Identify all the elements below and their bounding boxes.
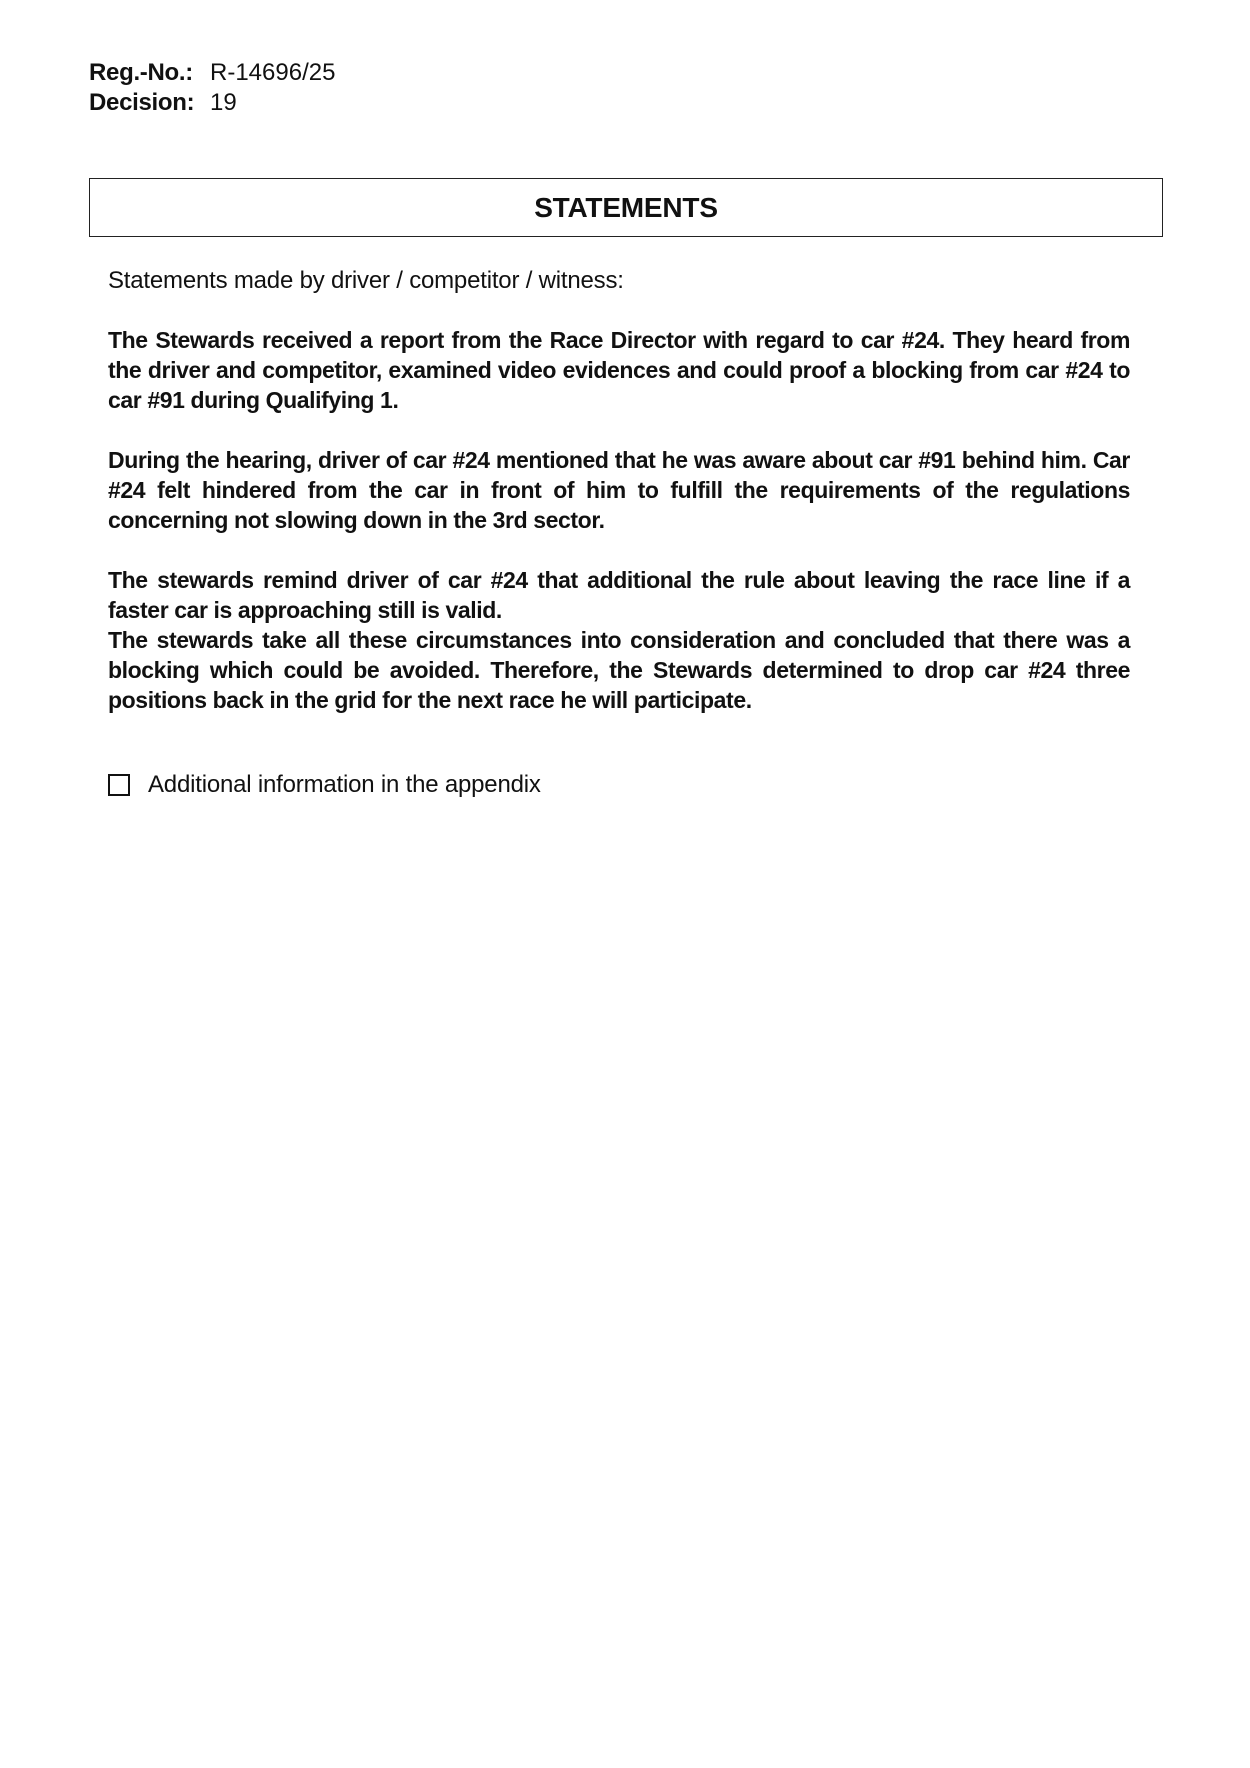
reg-number-value: R-14696/25: [210, 59, 336, 86]
decision-label: Decision:: [89, 89, 195, 116]
section-title: STATEMENTS: [534, 191, 718, 223]
decision-value: 19: [210, 89, 237, 116]
statement-paragraph: The stewards take all these circumstances into consideration and concluded that there was a blocking which could be avoided. Therefore, the Stewards determined to drop car #24 three positions back in the grid for the next race he will participate.: [108, 627, 1130, 713]
appendix-checkbox[interactable]: [108, 774, 130, 796]
appendix-label: Additional information in the appendix: [148, 771, 541, 798]
appendix-option[interactable]: [108, 771, 1130, 799]
section-title-box: [89, 178, 1163, 237]
document-header: [89, 58, 335, 118]
decision-row: [89, 88, 335, 118]
reg-number-row: [89, 58, 335, 88]
statement-paragraph: The Stewards received a report from the Race Director with regard to car #24. They heard from the driver and competitor, examined video evidences and could proof a blocking from car #24 to car #91 during Qualifying 1.: [108, 327, 1130, 413]
statements-content: [108, 265, 1130, 799]
reg-number-label: Reg.-No.:: [89, 59, 193, 86]
statement-paragraph: The stewards remind driver of car #24 that additional the rule about leaving the race line if a faster car is approaching still is valid.: [108, 567, 1130, 623]
statements-intro: Statements made by driver / competitor / witness:: [108, 267, 624, 294]
statement-paragraph: During the hearing, driver of car #24 mentioned that he was aware about car #91 behind him. Car #24 felt hindered from the car in front of him to fulfill the requirements of the regulations concerning not slowing down in the 3rd sector.: [108, 447, 1130, 533]
